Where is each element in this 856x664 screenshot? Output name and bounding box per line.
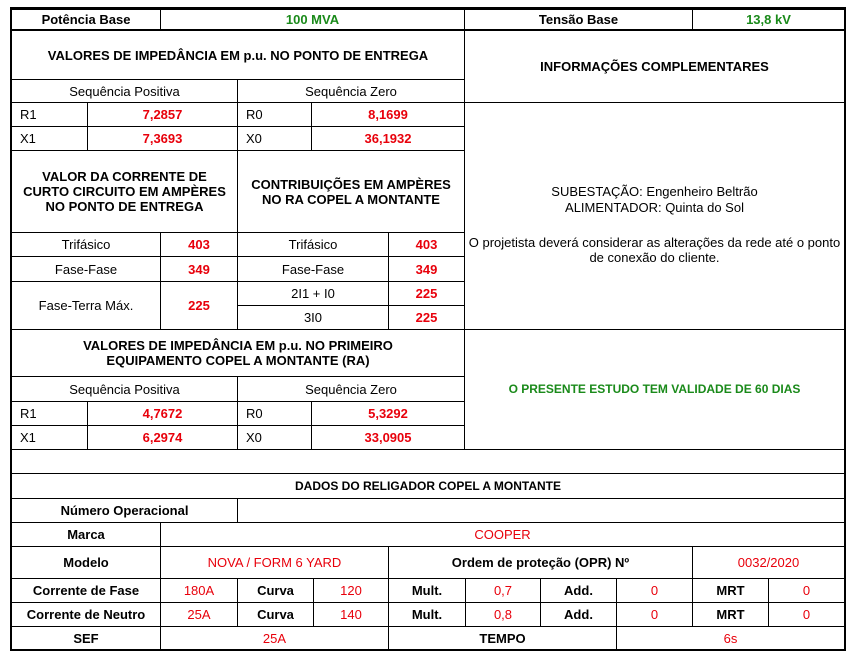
neutro-add-value: 0 xyxy=(650,607,659,622)
cc-trifasico-label: Trifásico xyxy=(61,237,111,252)
subestacao-text: SUBESTAÇÃO: Engenheiro Beltrão xyxy=(551,183,758,199)
corrente-fase-value: 180A xyxy=(183,583,215,598)
fase-mult-value: 0,7 xyxy=(493,583,513,598)
ct-fase-fase-label: Fase-Fase xyxy=(281,261,345,277)
ct-3i0-value: 225 xyxy=(415,310,438,325)
tensao-base-label: Tensão Base xyxy=(538,12,619,27)
x1-value: 7,3693 xyxy=(142,131,183,146)
potencia-base-label: Potência Base xyxy=(41,12,131,27)
cc-fase-fase-value: 349 xyxy=(188,261,210,277)
tempo-label: TEMPO xyxy=(479,630,526,646)
corrente-neutro-value: 25A xyxy=(187,607,211,622)
impedancia-entrega-title: VALORES DE IMPEDÂNCIA EM p.u. NO PONTO DE ENTREGA xyxy=(47,47,429,63)
ct-3i0-label: 3I0 xyxy=(303,310,323,325)
neutro-add-label: Add. xyxy=(564,607,593,622)
ct-2i1-i0-label: 2I1 + I0 xyxy=(291,286,335,301)
cc-trifasico-value: 403 xyxy=(188,237,210,252)
r1-label: R1 xyxy=(20,107,37,122)
opr-value: 0032/2020 xyxy=(737,555,800,570)
potencia-base-value: 100 MVA xyxy=(285,12,340,27)
contribuicoes-title: CONTRIBUIÇÕES EM AMPÈRES NO RA COPEL A MONTANTE xyxy=(251,176,451,207)
r0-value: 8,1699 xyxy=(368,107,408,122)
ra-x1-label: X1 xyxy=(20,430,36,445)
fase-add-label: Add. xyxy=(564,583,593,598)
informacoes-title: INFORMAÇÕES COMPLEMENTARES xyxy=(540,59,769,74)
ct-2i1-i0-value: 225 xyxy=(415,286,438,301)
cc-fase-fase-label: Fase-Fase xyxy=(54,261,118,277)
corrente-fase-label: Corrente de Fase xyxy=(32,583,140,598)
validade-note: O PRESENTE ESTUDO TEM VALIDADE DE 60 DIAS xyxy=(508,382,801,396)
ct-trifasico-label: Trifásico xyxy=(288,237,338,252)
numero-operacional-value xyxy=(238,499,844,522)
neutro-mult-value: 0,8 xyxy=(493,607,513,622)
opr-label: Ordem de proteção (OPR) Nº xyxy=(451,555,630,570)
fase-mrt-value: 0 xyxy=(802,583,811,598)
corrente-neutro-label: Corrente de Neutro xyxy=(26,607,146,622)
projetista-note: O projetista deverá considerar as alterações da rede até o ponto de conexão do cliente. xyxy=(468,235,841,265)
x1-label: X1 xyxy=(20,131,36,146)
ra-r1-label: R1 xyxy=(20,406,37,421)
sef-value: 25A xyxy=(262,630,287,646)
fase-curva-value: 120 xyxy=(340,583,362,598)
marca-value: COOPER xyxy=(474,527,531,542)
seq-zero-label: Sequência Zero xyxy=(305,83,397,99)
marca-label: Marca xyxy=(67,527,105,542)
tempo-value: 6s xyxy=(723,630,738,646)
ra-r1-value: 4,7672 xyxy=(142,406,183,421)
ra-x1-value: 6,2974 xyxy=(142,430,183,445)
cc-fase-terra-value: 225 xyxy=(188,298,210,313)
x0-value: 36,1932 xyxy=(364,131,412,146)
neutro-curva-value: 140 xyxy=(340,607,362,622)
ct-trifasico-value: 403 xyxy=(415,237,438,252)
numero-operacional-label: Número Operacional xyxy=(60,503,189,518)
ra-seq-zero-label: Sequência Zero xyxy=(305,381,397,397)
fase-add-value: 0 xyxy=(650,583,659,598)
ra-seq-positiva-label: Sequência Positiva xyxy=(69,381,180,397)
tensao-base-value: 13,8 kV xyxy=(746,12,791,27)
seq-positiva-label: Sequência Positiva xyxy=(69,83,180,99)
x0-label: X0 xyxy=(246,131,262,146)
neutro-mult-label: Mult. xyxy=(411,607,443,622)
neutro-curva-label: Curva xyxy=(257,607,294,622)
r0-label: R0 xyxy=(246,107,263,122)
fase-curva-label: Curva xyxy=(257,583,294,598)
ra-r0-value: 5,3292 xyxy=(368,406,408,421)
ra-r0-label: R0 xyxy=(246,406,263,421)
neutro-mrt-label: MRT xyxy=(716,607,745,622)
ct-fase-fase-value: 349 xyxy=(415,261,438,277)
corrente-cc-title: VALOR DA CORRENTE DE CURTO CIRCUITO EM AMPÈRES NO PONTO DE ENTREGA xyxy=(23,169,226,214)
r1-value: 7,2857 xyxy=(142,107,183,122)
fase-mrt-label: MRT xyxy=(716,583,745,598)
religador-title: DADOS DO RELIGADOR COPEL A MONTANTE xyxy=(294,478,561,493)
ra-x0-label: X0 xyxy=(246,430,262,445)
fase-mult-label: Mult. xyxy=(411,583,443,598)
sef-label: SEF xyxy=(73,630,99,646)
modelo-value: NOVA / FORM 6 YARD xyxy=(207,555,342,570)
ra-x0-value: 33,0905 xyxy=(364,430,412,445)
modelo-label: Modelo xyxy=(63,555,109,570)
cc-fase-terra-label: Fase-Terra Máx. xyxy=(38,298,134,313)
alimentador-text: ALIMENTADOR: Quinta do Sol xyxy=(565,199,744,215)
impedancia-ra-title: VALORES DE IMPEDÂNCIA EM p.u. NO PRIMEIRO EQUIPAMENTO COPEL A MONTANTE (RA) xyxy=(83,338,393,368)
neutro-mrt-value: 0 xyxy=(802,607,811,622)
